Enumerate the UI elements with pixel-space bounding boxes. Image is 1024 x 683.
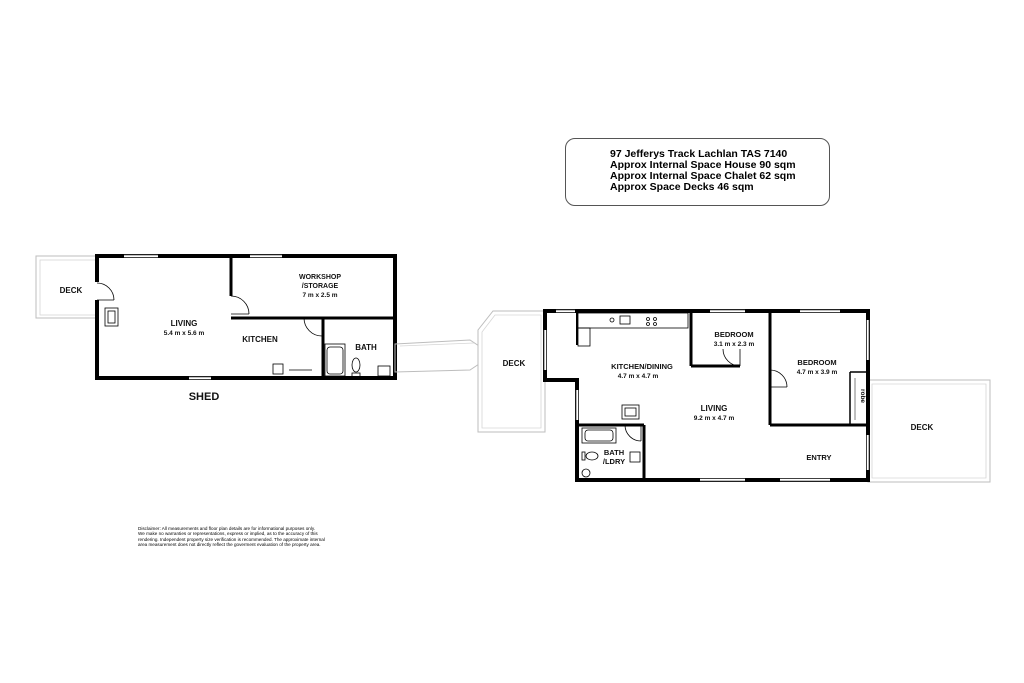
bedroom-small-size: 3.1 m x 2.3 m (713, 341, 755, 348)
house-deck-left (478, 311, 545, 432)
storage-label: /STORAGE (301, 283, 339, 290)
shed-interior-walls (97, 256, 395, 378)
shed-living-label: LIVING (170, 319, 198, 328)
house-deck-left-label: DECK (502, 359, 526, 368)
house-living-label: LIVING (700, 404, 728, 413)
kitchen-dining-label: KITCHEN/DINING (611, 362, 673, 371)
property-info-box (565, 138, 830, 206)
disclaimer-line: rendering. Independent property size verification is recommended. The approximate internal (138, 536, 325, 542)
disclaimer-line: We make no warranties or representations, express or implied, as to the accuracy of this (138, 531, 318, 537)
bedroom-large-label: BEDROOM (797, 358, 837, 367)
bedroom-large-size: 4.7 m x 3.9 m (796, 369, 838, 376)
laundry-label: /LDRY (602, 457, 626, 466)
decks-area: Approx Space Decks 46 sqm (610, 181, 754, 193)
shed-door-swings (97, 283, 322, 336)
property-address: 97 Jefferys Track Lachlan TAS 7140 (610, 148, 788, 160)
walkway (395, 340, 482, 372)
disclaimer (138, 526, 378, 548)
chalet-area: Approx Internal Space Chalet 62 sqm (610, 170, 796, 182)
bedroom-small-label: BEDROOM (714, 330, 754, 339)
shed-kitchen-label: KITCHEN (242, 335, 278, 344)
disclaimer-line: Disclaimer: All measurements and floor plan details are for informational purposes only. (138, 526, 316, 531)
shed-bath-label: BATH (355, 343, 377, 352)
house-area: Approx Internal Space House 90 sqm (610, 159, 796, 171)
bath-label: BATH (603, 448, 625, 457)
entry-label: ENTRY (806, 453, 832, 462)
workshop-label: WORKSHOP (299, 274, 341, 281)
robe-label: robe (859, 388, 866, 404)
house-deck-right-label: DECK (910, 423, 934, 432)
house-plan (503, 310, 934, 481)
workshop-size: 7 m x 2.5 m (302, 292, 338, 299)
disclaimer-line: area measurement does not directly reflect the goverment evaluation of the property area. (138, 542, 321, 548)
shed-plan (36, 255, 395, 403)
house-living-size: 9.2 m x 4.7 m (693, 415, 735, 422)
kitchen-dining-size: 4.7 m x 4.7 m (617, 373, 659, 380)
shed-living-size: 5.4 m x 5.6 m (163, 330, 205, 337)
shed-deck-label: DECK (59, 286, 83, 295)
shed-caption: SHED (188, 391, 220, 403)
